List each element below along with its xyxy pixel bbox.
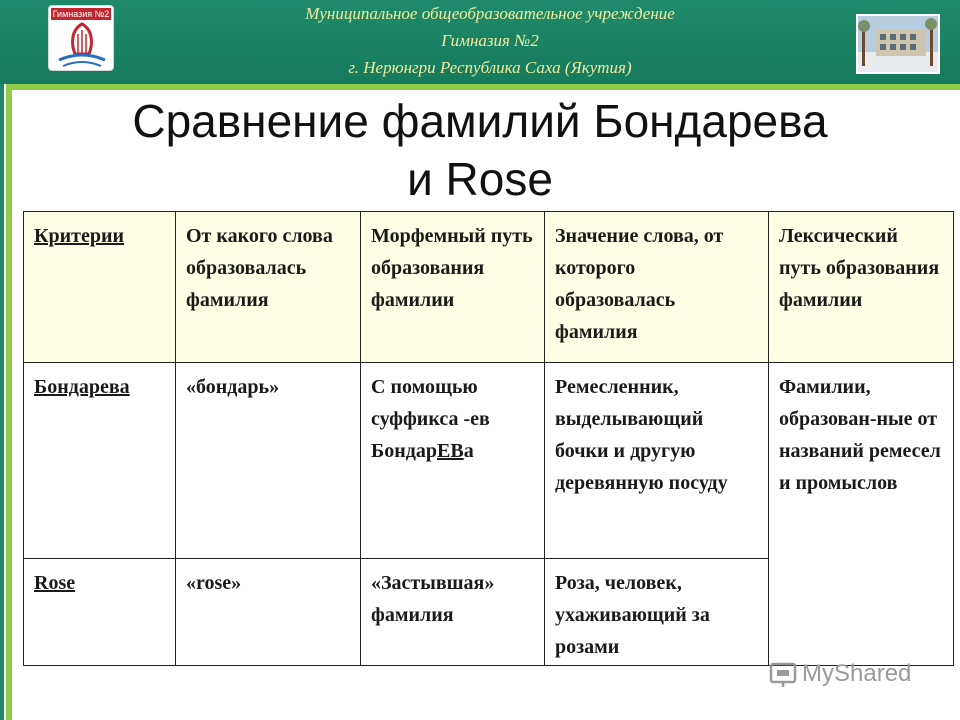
cell-meaning-bondareva: Ремесленник, выделывающий бочки и другую деревянную посуду xyxy=(545,363,769,559)
myshared-logo-icon xyxy=(768,659,798,689)
logo-title: Гимназия №2 xyxy=(52,9,110,19)
cell-source-bondareva: «бондарь» xyxy=(176,363,361,559)
header-cell-criteria xyxy=(24,212,176,363)
school-name: Гимназия №2 xyxy=(441,31,539,50)
morphemic-suffix: ЕВ xyxy=(437,440,464,462)
header-cell-lexical: Лексический путь образования фамилии xyxy=(769,212,954,363)
school-info xyxy=(150,0,830,81)
cell-name-bondareva xyxy=(24,363,176,559)
cell-morphemic-rose: «Застывшая» фамилия xyxy=(361,559,545,666)
title-line-2: и Rose xyxy=(407,153,553,205)
morphemic-ending: а xyxy=(463,440,474,462)
cell-meaning-rose: Роза, человек, ухаживающий за розами xyxy=(545,559,769,666)
header-cell-source-word: От какого слова образовалась фамилия xyxy=(176,212,361,363)
cell-name-rose xyxy=(24,559,176,666)
school-building-image xyxy=(858,16,938,72)
school-location: г. Нерюнгри Республика Саха (Якутия) xyxy=(348,58,632,77)
cell-lexical-merged: Фамилии, образован-ные от названий ремесел и промыслов xyxy=(769,363,954,666)
lyre-emblem-icon xyxy=(53,20,111,70)
title-line-1: Сравнение фамилий Бондарева xyxy=(132,95,828,147)
morphemic-prefix: С помощью суффикса -ев Бондар xyxy=(371,376,490,462)
header-criteria-text: Критерии xyxy=(34,225,125,247)
school-logo xyxy=(48,5,114,71)
header-cell-meaning: Значение слова, от которого образовалась фамилия xyxy=(545,212,769,363)
slide-title xyxy=(0,92,960,208)
cell-morphemic-bondareva xyxy=(361,363,545,559)
watermark-text: MyShared xyxy=(802,660,912,687)
school-photo xyxy=(856,14,940,74)
header-cell-morphemic: Морфемный путь образования фамилии xyxy=(361,212,545,363)
name-rose-text: Rose xyxy=(34,572,76,594)
school-type: Муниципальное общеобразовательное учреждение xyxy=(305,4,675,23)
table-header-row xyxy=(24,212,954,363)
cell-source-rose: «rose» xyxy=(176,559,361,666)
table-row xyxy=(24,363,954,559)
comparison-table xyxy=(23,211,954,666)
name-bondareva-text: Бондарева xyxy=(34,376,130,398)
header-divider xyxy=(0,84,960,90)
myshared-watermark xyxy=(768,654,928,694)
